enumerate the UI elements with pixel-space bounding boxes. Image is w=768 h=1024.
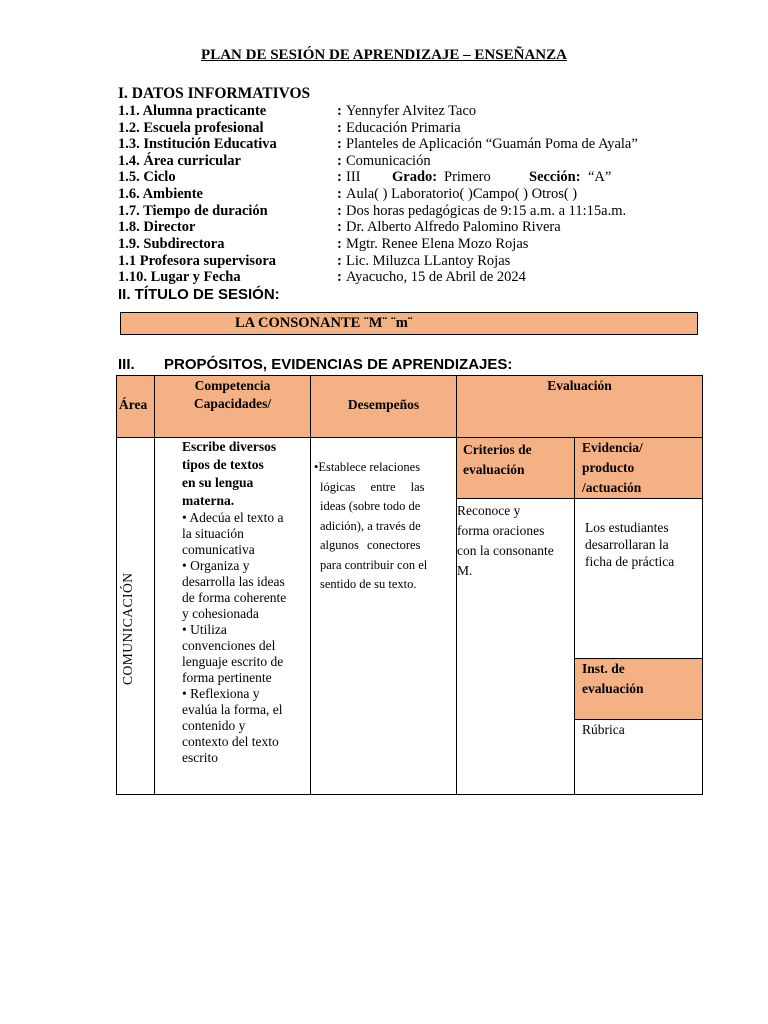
section-title: PROPÓSITOS, EVIDENCIAS DE APRENDIZAJES: xyxy=(164,356,513,373)
evidencia-cell xyxy=(574,498,703,659)
criterio-line: M. xyxy=(457,563,473,578)
info-value: III xyxy=(346,169,361,185)
info-label: 1.5. Ciclo xyxy=(118,169,176,185)
colon: : xyxy=(337,169,342,185)
criterio-cell xyxy=(456,498,575,795)
header-criterios xyxy=(456,437,575,499)
info-value: Yennyfer Alvitez Taco xyxy=(346,103,477,119)
colon: : xyxy=(337,236,342,252)
info-label: 1.9. Subdirectora xyxy=(118,236,225,252)
evidencia-line: Evidencia/ xyxy=(582,440,643,455)
capacidad-item: convenciones del xyxy=(182,638,276,653)
capacidad-item: y cohesionada xyxy=(182,606,259,621)
header-evaluacion xyxy=(456,375,703,438)
capacidad-item: comunicativa xyxy=(182,542,255,557)
competencia-title: en su lengua xyxy=(182,475,254,490)
competencia-title: materna. xyxy=(182,493,235,508)
header-competencia-line: Competencia xyxy=(194,378,271,393)
session-title: LA CONSONANTE ¨M¨ ¨m¨ xyxy=(235,315,413,331)
capacidad-item: de forma coherente xyxy=(182,590,287,605)
colon: : xyxy=(337,120,342,136)
colon: : xyxy=(337,219,342,235)
info-value: Mgtr. Renee Elena Mozo Rojas xyxy=(346,236,529,252)
desempeno-line: sentido de su texto. xyxy=(320,577,417,591)
colon: : xyxy=(337,203,342,219)
evidencia-line: producto xyxy=(582,460,635,475)
capacidad-item: forma pertinente xyxy=(182,670,272,685)
colon: : xyxy=(337,186,342,202)
criterios-line: Criterios de xyxy=(463,442,532,457)
desempeno-line: ideas (sobre todo de xyxy=(320,499,421,513)
grado-value: Primero xyxy=(444,169,491,185)
info-value: Dr. Alberto Alfredo Palomino Rivera xyxy=(346,219,561,235)
capacidad-item: lenguaje escrito de xyxy=(182,654,284,669)
desempeno-cell xyxy=(310,437,457,795)
desempeno-line: •Establece relaciones xyxy=(314,460,421,474)
competencia-title: tipos de textos xyxy=(182,457,264,472)
section-heading-datos: I. DATOS INFORMATIVOS xyxy=(118,85,311,102)
criterio-line: Reconoce y xyxy=(457,503,521,518)
desempeno-line: adición), a través de xyxy=(320,518,421,533)
header-competencia-line: Capacidades/ xyxy=(193,396,272,411)
info-label: 1.10. Lugar y Fecha xyxy=(118,269,241,285)
area-label: COMUNICACIÓN xyxy=(120,572,135,685)
info-label: 1.1. Alumna practicante xyxy=(118,103,267,119)
instrumento-line: Inst. de xyxy=(582,661,625,676)
info-label: 1.7. Tiempo de duración xyxy=(118,203,268,219)
capacidad-item: desarrolla las ideas xyxy=(182,574,285,589)
seccion-label: Sección: xyxy=(529,169,581,185)
section-heading-titulo: II. TÍTULO DE SESIÓN: xyxy=(118,286,280,303)
evidencia-value: ficha de práctica xyxy=(585,554,675,569)
grado-label: Grado: xyxy=(392,169,438,185)
instrumento-cell xyxy=(574,719,703,795)
desempeno-line: lógicas entre las xyxy=(320,479,425,494)
info-value: Comunicación xyxy=(346,153,431,169)
capacidad-item: contexto del texto xyxy=(182,734,279,749)
purposes-table xyxy=(116,375,703,795)
header-area-label: Área xyxy=(119,397,148,412)
info-label: 1.6. Ambiente xyxy=(118,186,203,202)
desempeno-line: algunos conectores xyxy=(320,538,421,552)
colon: : xyxy=(337,269,342,285)
instrumento-line: evaluación xyxy=(582,681,644,696)
header-desempenos-label: Desempeños xyxy=(347,397,420,412)
evidencia-line: /actuación xyxy=(582,480,642,495)
header-area xyxy=(116,375,155,438)
criterio-line: con la consonante xyxy=(457,543,554,558)
seccion-value: “A” xyxy=(588,169,612,185)
info-label: 1.4. Área curricular xyxy=(118,153,241,169)
header-evaluacion-label: Evaluación xyxy=(547,378,612,393)
capacidad-item: • Utiliza xyxy=(182,622,227,637)
desempeno-line: para contribuir con el xyxy=(320,557,428,572)
colon: : xyxy=(337,253,342,269)
header-evidencia xyxy=(574,437,703,499)
evidencia-value: desarrollaran la xyxy=(585,537,669,552)
section-number: III. xyxy=(118,356,135,373)
info-value: Ayacucho, 15 de Abril de 2024 xyxy=(346,269,526,285)
competencia-title: Escribe diversos xyxy=(182,439,277,454)
competencia-cell xyxy=(154,437,311,795)
capacidad-item: • Organiza y xyxy=(182,558,250,573)
session-title-box xyxy=(120,312,698,335)
header-competencia xyxy=(154,375,311,438)
info-value: Lic. Miluzca LLantoy Rojas xyxy=(346,253,511,269)
capacidad-item: contenido y xyxy=(182,718,246,733)
info-label: 1.1 Profesora supervisora xyxy=(118,253,276,269)
info-value: Dos horas pedagógicas de 9:15 a.m. a 11:15a.m. xyxy=(346,203,627,219)
colon: : xyxy=(337,153,342,169)
header-desempenos xyxy=(310,375,457,438)
info-label: 1.3. Institución Educativa xyxy=(118,136,277,152)
evidencia-value: Los estudiantes xyxy=(585,520,669,535)
capacidad-item: escrito xyxy=(182,750,218,765)
capacidad-item: • Adecúa el texto a xyxy=(182,510,284,525)
criterios-line: evaluación xyxy=(463,462,525,477)
info-label: 1.2. Escuela profesional xyxy=(118,120,264,136)
colon: : xyxy=(337,103,342,119)
page-title: PLAN DE SESIÓN DE APRENDIZAJE – ENSEÑANZA xyxy=(201,47,567,63)
info-value: Educación Primaria xyxy=(346,120,461,136)
info-value: Planteles de Aplicación “Guamán Poma de Ayala” xyxy=(346,136,638,152)
instrumento-value: Rúbrica xyxy=(582,722,625,737)
colon: : xyxy=(337,136,342,152)
capacidad-item: • Reflexiona y xyxy=(182,686,260,701)
criterio-line: forma oraciones xyxy=(457,523,545,538)
capacidad-item: la situación xyxy=(182,526,244,541)
header-instrumento xyxy=(574,658,703,720)
info-value: Aula( ) Laboratorio( )Campo( ) Otros( ) xyxy=(346,186,578,202)
info-label: 1.8. Director xyxy=(118,219,196,235)
capacidad-item: evalúa la forma, el xyxy=(182,702,283,717)
